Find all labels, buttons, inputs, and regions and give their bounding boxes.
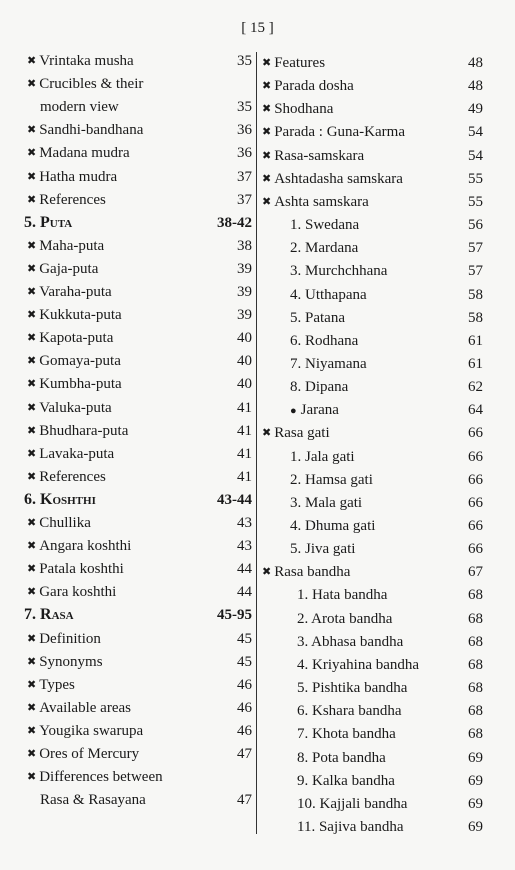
dot-bullet-icon: ●: [290, 405, 297, 418]
toc-page-number: 39: [237, 260, 252, 277]
toc-entry: [27, 305, 122, 326]
toc-page-number: 66: [468, 448, 483, 465]
toc-entry-title: 6. Koshthi: [24, 490, 96, 508]
toc-page-number: 40: [237, 353, 252, 370]
toc-entry: [27, 167, 117, 188]
bullet-icon: ✖: [27, 239, 37, 252]
toc-entry-title: 1. Swedana: [290, 217, 360, 234]
toc-page-number: 69: [468, 749, 483, 766]
toc-page-number: 36: [237, 145, 252, 162]
toc-page-number: 66: [468, 518, 483, 534]
toc-entry: [27, 190, 106, 211]
toc-entry: [297, 655, 419, 675]
bullet-icon: ✖: [262, 172, 272, 185]
toc-page-number: 69: [468, 818, 483, 835]
toc-entry: [262, 99, 333, 120]
toc-page-number: 41: [237, 422, 252, 439]
toc-entry-title: 3. Mala gati: [290, 494, 363, 511]
toc-entry: [297, 701, 402, 721]
toc-entry-title: 5. Puta: [24, 213, 73, 231]
toc-entry: [27, 582, 116, 603]
toc-page-number: 66: [468, 541, 483, 558]
toc-page-number: 35: [237, 99, 252, 116]
bullet-icon: ✖: [27, 424, 37, 437]
bullet-icon: ✖: [262, 57, 272, 69]
toc-entry-title: 11. Sajiva bandha: [297, 818, 404, 835]
toc-entry: [262, 169, 403, 190]
toc-entry-title: 7. Niyamana: [290, 355, 367, 372]
toc-entry: [27, 652, 103, 673]
bullet-icon: ✖: [27, 170, 37, 183]
toc-entry-title: 4. Utthapana: [290, 286, 367, 303]
toc-entry-title: 7. Khota bandha: [297, 726, 396, 743]
bullet-icon: ✖: [27, 517, 37, 529]
toc-entry: [27, 513, 91, 534]
toc-entry-title: Differences between: [39, 769, 163, 786]
toc-entry-title: 1. Jala gati: [290, 448, 355, 465]
toc-entry-title: Ashta samskara: [274, 193, 369, 210]
toc-entry: [27, 282, 112, 303]
toc-page-number: 58: [468, 309, 483, 326]
toc-entry-title: 10. Kajjali bandha: [297, 795, 408, 812]
toc-entry-title: 8. Pota bandha: [297, 749, 386, 766]
toc-entry-title: Maha-puta: [39, 237, 105, 254]
toc-entry: [297, 585, 387, 605]
toc-page-number: 68: [468, 703, 483, 720]
toc-entry-title: Patala koshthi: [39, 561, 124, 578]
toc-entry-title: References: [39, 468, 106, 485]
toc-entry-title: Vrintaka musha: [39, 53, 134, 69]
toc-entry: [297, 817, 404, 837]
toc-entry: [27, 536, 131, 557]
toc-entry: [27, 74, 143, 95]
toc-page-number: 43-44: [217, 491, 252, 508]
toc-entry: [40, 790, 146, 810]
toc-entry: [27, 467, 106, 488]
toc-entry: [297, 794, 407, 814]
toc-entry-title: Lavaka-puta: [39, 445, 115, 462]
toc-entry: [27, 421, 128, 442]
toc-page-number: 40: [237, 376, 252, 393]
bullet-icon: ✖: [27, 470, 37, 483]
toc-page-number: 35: [237, 53, 252, 69]
toc-entry: [40, 97, 119, 117]
toc-entry: [27, 559, 124, 580]
toc-section-heading: [24, 605, 74, 625]
toc-entry-title: modern view: [40, 99, 119, 116]
toc-page-number: 48: [468, 78, 483, 95]
bullet-icon: ✖: [27, 193, 37, 206]
toc-page-number: 68: [468, 656, 483, 673]
toc-entry-title: 2. Arota bandha: [297, 610, 393, 627]
toc-entry: [290, 470, 373, 490]
toc-entry-title: Kumbha-puta: [39, 376, 122, 393]
toc-entry: [290, 238, 358, 258]
toc-page-number: 54: [468, 124, 483, 141]
toc-entry-title: 3. Murchchhana: [290, 263, 388, 280]
toc-entry: [290, 261, 387, 281]
column-divider: [256, 52, 257, 834]
toc-entry: [290, 308, 345, 328]
toc-page-number: 40: [237, 330, 252, 347]
toc-entry: [290, 400, 339, 421]
bullet-icon: ✖: [27, 124, 37, 137]
toc-entry: [290, 331, 358, 351]
toc-page-number: 44: [237, 561, 252, 578]
toc-page-number: 68: [468, 680, 483, 697]
toc-entry-title: Varaha-puta: [39, 284, 112, 300]
toc-page-number: 69: [468, 795, 483, 812]
toc-entry-title: Types: [39, 676, 75, 693]
bullet-icon: ✖: [27, 378, 37, 391]
toc-entry-title: 4. Dhuma gati: [290, 518, 376, 534]
toc-page-number: 67: [468, 564, 483, 581]
bullet-icon: ✖: [27, 632, 37, 645]
toc-page-number: 44: [237, 584, 252, 601]
toc-page-number: 46: [237, 699, 252, 716]
toc-entry-title: Available areas: [39, 699, 131, 716]
toc-entry: [27, 51, 134, 72]
toc-page-number: 47: [237, 792, 252, 809]
toc-page-number: 54: [468, 147, 483, 164]
toc-page-number: 46: [237, 722, 252, 739]
toc-entry-title: 5. Pishtika bandha: [297, 680, 408, 697]
toc-page-number: 43: [237, 515, 252, 531]
toc-page-number: 41: [237, 445, 252, 462]
toc-page-number: 49: [468, 101, 483, 118]
toc-entry: [290, 285, 367, 305]
toc-entry: [262, 423, 330, 444]
toc-page-number: 38: [237, 237, 252, 254]
toc-entry: [27, 398, 112, 419]
toc-entry-title: Kukkuta-puta: [39, 307, 122, 324]
toc-page-number: 66: [468, 471, 483, 488]
bullet-icon: ✖: [262, 126, 272, 139]
bullet-icon: ✖: [27, 147, 37, 160]
toc-entry: [27, 351, 121, 372]
toc-entry: [262, 192, 369, 213]
toc-page-number: 39: [237, 284, 252, 300]
toc-entry-title: Rasa-samskara: [274, 147, 365, 164]
toc-page-number: 68: [468, 633, 483, 650]
toc-page-number: 55: [468, 193, 483, 210]
bullet-icon: ✖: [27, 447, 37, 460]
toc-entry: [262, 76, 354, 97]
bullet-icon: ✖: [27, 655, 37, 668]
bullet-icon: ✖: [27, 701, 37, 714]
toc-page-number: 57: [468, 263, 483, 280]
toc-page-number: 41: [237, 399, 252, 416]
toc-entry: [297, 724, 396, 744]
toc-entry-title: 6. Rodhana: [290, 332, 359, 349]
toc-entry-title: Hatha mudra: [39, 168, 118, 185]
toc-entry: [27, 767, 163, 788]
toc-entry-title: Gomaya-puta: [39, 353, 121, 370]
bullet-icon: ✖: [27, 355, 37, 368]
toc-entry: [27, 328, 113, 349]
bullet-icon: ✖: [27, 748, 37, 760]
toc-page-number: 68: [468, 726, 483, 743]
toc-page-number: 37: [237, 191, 252, 208]
toc-entry-title: References: [39, 191, 106, 208]
toc-entry-title: Bhudhara-puta: [39, 422, 129, 439]
toc-page-number: 57: [468, 240, 483, 257]
bullet-icon: ✖: [27, 540, 37, 553]
toc-entry: [27, 721, 143, 742]
toc-section-heading: [24, 490, 96, 510]
toc-page-number: 61: [468, 355, 483, 372]
bullet-icon: ✖: [262, 80, 272, 93]
toc-entry: [290, 447, 355, 467]
toc-entry-title: 7. Rasa: [24, 606, 74, 624]
toc-entry: [262, 146, 364, 167]
toc-entry: [27, 259, 98, 280]
toc-entry: [297, 771, 395, 791]
toc-page-number: 55: [468, 170, 483, 187]
toc-entry-title: Sandhi-bandhana: [39, 122, 144, 139]
toc-entry: [297, 632, 403, 652]
toc-entry-title: Gara koshthi: [39, 584, 117, 601]
toc-entry-title: 5. Patana: [290, 309, 345, 326]
toc-entry: [27, 374, 122, 395]
toc-entry-title: Shodhana: [274, 101, 334, 118]
toc-entry-title: Ores of Mercury: [39, 746, 140, 762]
toc-entry-title: Yougika swarupa: [39, 722, 144, 739]
toc-entry-title: Rasa bandha: [274, 564, 351, 581]
toc-page-number: 62: [468, 379, 483, 396]
toc-entry-title: Features: [274, 55, 326, 71]
bullet-icon: ✖: [262, 103, 272, 116]
toc-page-number: 48: [468, 55, 483, 71]
toc-entry: [262, 122, 405, 143]
toc-entry: [27, 120, 143, 141]
toc-page-number: 45-95: [217, 607, 252, 624]
toc-entry-title: Rasa gati: [274, 425, 330, 442]
bullet-icon: ✖: [27, 309, 37, 322]
toc-entry-title: Parada : Guna-Karma: [274, 124, 405, 141]
toc-page-number: 46: [237, 676, 252, 693]
toc-entry-title: Ashtadasha samskara: [274, 170, 403, 187]
toc-page-number: 36: [237, 122, 252, 139]
toc-page-number: 66: [468, 425, 483, 442]
toc-section-heading: [24, 213, 72, 233]
toc-entry: [290, 493, 362, 513]
toc-page-number: 56: [468, 217, 483, 234]
toc-entry-title: 6. Kshara bandha: [297, 703, 402, 720]
bullet-icon: ✖: [262, 149, 272, 162]
toc-page-number: 38-42: [217, 214, 252, 231]
toc-page-number: 45: [237, 653, 252, 670]
toc-page-number: 58: [468, 286, 483, 303]
toc-entry-title: 8. Dipana: [290, 379, 349, 396]
toc-entry: [290, 377, 348, 397]
toc-entry: [27, 675, 75, 696]
toc-page-number: 37: [237, 168, 252, 185]
toc-entry-title: 9. Kalka bandha: [297, 772, 395, 789]
bullet-icon: ✖: [27, 286, 37, 298]
toc-entry: [27, 143, 130, 164]
bullet-icon: ✖: [27, 401, 37, 414]
bullet-icon: ✖: [27, 678, 37, 691]
bullet-icon: ✖: [27, 78, 37, 91]
toc-entry-title: Rasa & Rasayana: [40, 792, 146, 809]
toc-entry: [290, 354, 367, 374]
toc-page-number: 68: [468, 610, 483, 627]
bullet-icon: ✖: [27, 771, 37, 784]
toc-entry: [27, 629, 101, 650]
toc-entry-title: Parada dosha: [274, 78, 354, 95]
toc-entry: [290, 516, 375, 536]
toc-page-number: 68: [468, 587, 483, 604]
toc-page-number: 39: [237, 307, 252, 324]
toc-entry-title: Gaja-puta: [39, 260, 99, 277]
toc-entry: [290, 215, 359, 235]
toc-entry-title: 3. Abhasa bandha: [297, 633, 404, 650]
toc-entry-title: Crucibles & their: [39, 76, 144, 93]
toc-entry-title: 5. Jiva gati: [290, 541, 356, 558]
toc-page-number: 43: [237, 538, 252, 555]
toc-entry-title: Kapota-puta: [39, 330, 114, 347]
toc-entry-title: 2. Hamsa gati: [290, 471, 373, 488]
toc-entry-title: 2. Mardana: [290, 240, 359, 257]
bullet-icon: ✖: [27, 262, 37, 275]
toc-page-number: 61: [468, 332, 483, 349]
bullet-icon: ✖: [27, 724, 37, 737]
bullet-icon: ✖: [27, 332, 37, 345]
toc-entry: [27, 236, 104, 257]
toc-entry-title: 1. Hata bandha: [297, 587, 388, 604]
toc-entry: [297, 609, 392, 629]
toc-page-number: 47: [237, 746, 252, 762]
bullet-icon: ✖: [27, 563, 37, 576]
toc-entry-title: Synonyms: [39, 653, 103, 670]
bullet-icon: ✖: [262, 566, 272, 579]
toc-entry-title: Chullika: [39, 515, 91, 531]
toc-entry-title: Definition: [39, 630, 101, 647]
toc-entry: [290, 539, 355, 559]
toc-entry-title: Angara koshthi: [39, 538, 132, 555]
toc-entry: [27, 744, 139, 765]
toc-entry: [262, 53, 325, 74]
toc-entry-title: Valuka-puta: [39, 399, 112, 416]
toc-entry: [297, 748, 386, 768]
bullet-icon: ✖: [262, 195, 272, 208]
bullet-icon: ✖: [27, 586, 37, 599]
toc-entry-title: Jarana: [300, 402, 339, 419]
toc-page-number: 41: [237, 468, 252, 485]
toc-entry: [262, 562, 350, 583]
toc-page-number: 64: [468, 402, 483, 419]
toc-page-number: 66: [468, 494, 483, 511]
toc-page-number: 45: [237, 630, 252, 647]
toc-entry-title: Madana mudra: [39, 145, 130, 162]
toc-entry: [297, 678, 407, 698]
bullet-icon: ✖: [262, 427, 272, 440]
toc-page-number: 69: [468, 772, 483, 789]
toc-entry: [27, 444, 114, 465]
toc-entry: [27, 698, 131, 719]
toc-entry-title: 4. Kriyahina bandha: [297, 656, 420, 673]
page-number: [ 15 ]: [241, 20, 274, 36]
bullet-icon: ✖: [27, 55, 37, 67]
